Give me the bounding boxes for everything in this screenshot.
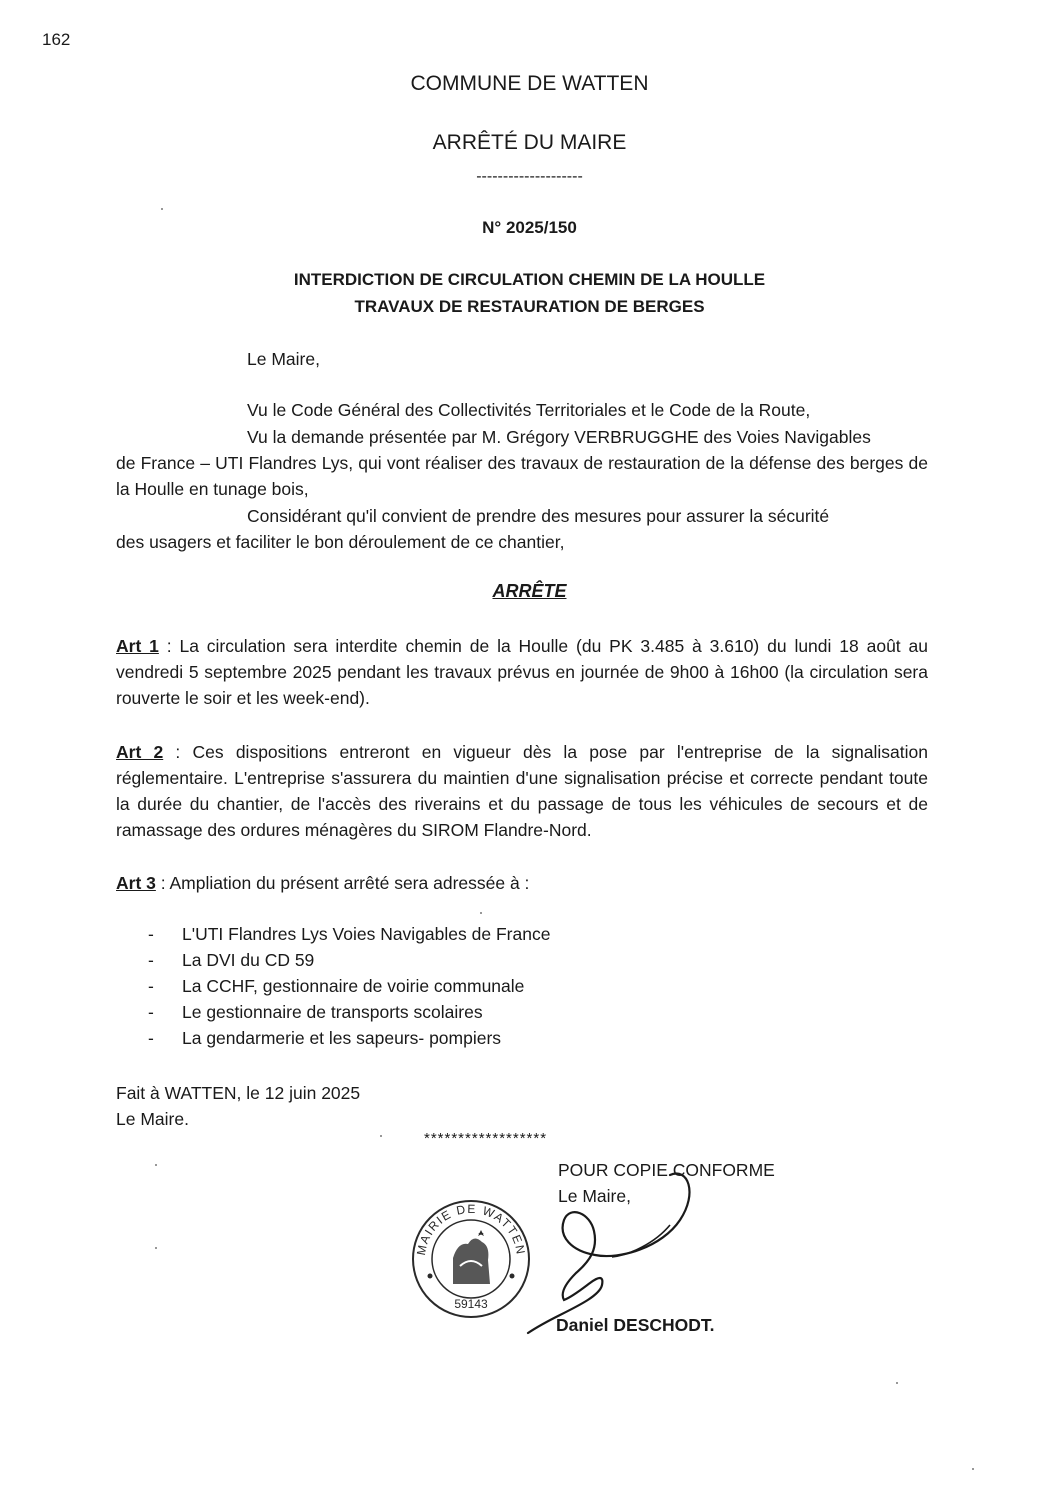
- article-1-label: Art 1: [116, 636, 159, 656]
- vu-demande-continuation: de France – UTI Flandres Lys, qui vont réaliser des travaux de restauration de la défense des berges de la Houlle en tunage bois,: [116, 453, 928, 499]
- scan-speck: [155, 1164, 157, 1166]
- closing-role: Le Maire.: [116, 1109, 189, 1129]
- scan-speck: [480, 912, 482, 914]
- recipient-item: - Le gestionnaire de transports scolaires: [148, 999, 550, 1025]
- decision-heading: ARRÊTE: [492, 581, 567, 601]
- scan-speck: [972, 1468, 974, 1470]
- vu-code-general: Vu le Code Général des Collectivités Territoriales et le Code de la Route,: [247, 400, 811, 420]
- recipient-item: - La CCHF, gestionnaire de voirie communale: [148, 973, 550, 999]
- seal-commune-text: MAIRIE DE WATTEN: [413, 1201, 529, 1257]
- recipients-list: [148, 921, 550, 1051]
- article-3-text: : Ampliation du présent arrêté sera adressée à :: [155, 873, 530, 893]
- article-2: [116, 739, 928, 843]
- mairie-seal: [408, 1196, 534, 1322]
- article-2-text: : Ces dispositions entreront en vigueur dès la pose par l'entreprise de la signalisation réglementaire. L'entreprise s'assurera du maintien d'une signalisation précise et correcte pendant toute la durée du chantier, de l'accès des riverains et du passage de tous les véhicules de secours et de ramassage des ordures ménagères du SIROM Flandre-Nord.: [116, 742, 928, 840]
- considerant-continuation: des usagers et faciliter le bon déroulement de ce chantier,: [116, 532, 565, 552]
- article-2-label: Art 2: [116, 742, 164, 762]
- scan-speck: [155, 1247, 157, 1249]
- article-1-text: : La circulation sera interdite chemin de la Houlle (du PK 3.485 à 3.610) du lundi 18 août au vendredi 5 septembre 2025 pendant les travaux prévus en journée de 9h00 à 16h00 (la circulation sera rouverte le soir et les week-end).: [116, 636, 928, 708]
- copy-label: POUR COPIE CONFORME: [558, 1160, 775, 1180]
- article-1: [116, 633, 928, 711]
- recipient-item: - L'UTI Flandres Lys Voies Navigables de France: [148, 921, 550, 947]
- document-type-heading: ARRÊTÉ DU MAIRE: [432, 131, 627, 154]
- recipient-item: - La gendarmerie et les sapeurs- pompiers: [148, 1025, 550, 1051]
- scan-speck: [896, 1382, 898, 1384]
- seal-emblem-icon: [453, 1230, 490, 1284]
- decree-number: N° 2025/150: [482, 218, 577, 237]
- scan-speck: [161, 208, 163, 210]
- place-date: Fait à WATTEN, le 12 juin 2025: [116, 1083, 361, 1103]
- article-3: [116, 870, 529, 896]
- considerant-first-line: Considérant qu'il convient de prendre des mesures pour assurer la sécurité: [247, 506, 830, 526]
- stars-separator: ******************: [424, 1130, 548, 1147]
- subject-line-2: TRAVAUX DE RESTAURATION DE BERGES: [354, 297, 705, 316]
- recipient-item: - La DVI du CD 59: [148, 947, 550, 973]
- commune-heading: COMMUNE DE WATTEN: [410, 72, 649, 95]
- page-number: 162: [42, 30, 71, 49]
- article-3-label: Art 3: [116, 873, 156, 893]
- heading-separator: --------------------: [476, 168, 583, 185]
- subject-line-1: INTERDICTION DE CIRCULATION CHEMIN DE LA HOULLE: [293, 270, 766, 289]
- copy-role: Le Maire,: [558, 1186, 631, 1206]
- vu-demande-first-line: Vu la demande présentée par M. Grégory VERBRUGGHE des Voies Navigables: [247, 427, 871, 447]
- scan-speck: [380, 1135, 382, 1137]
- salutation: Le Maire,: [247, 349, 320, 369]
- mayor-signature: [520, 1165, 720, 1340]
- signatory-name: Daniel DESCHODT.: [556, 1315, 715, 1335]
- seal-postcode: 59143: [454, 1297, 488, 1311]
